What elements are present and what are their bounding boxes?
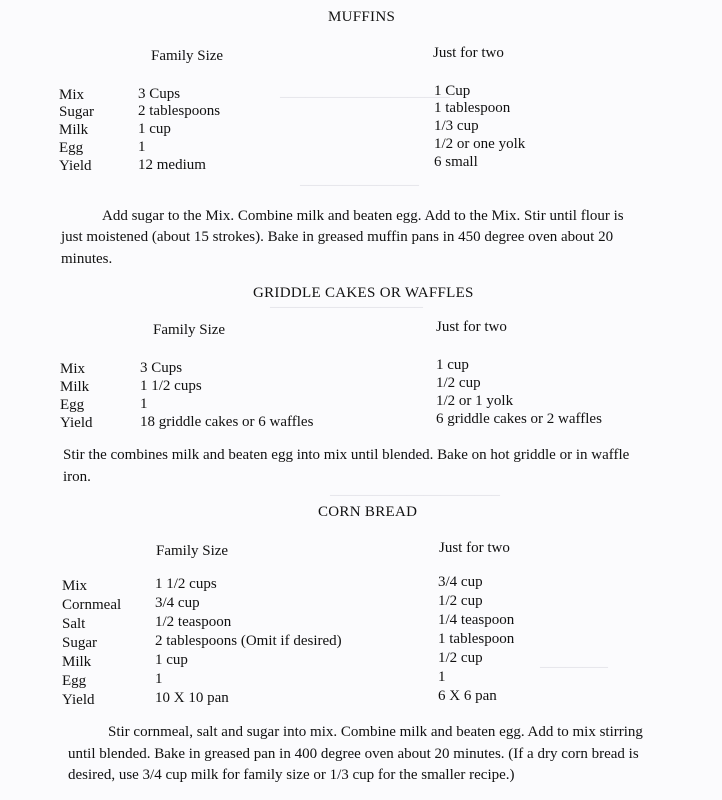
- cornbread-row-two: 1/2 cup: [438, 593, 483, 609]
- muffins-instructions-line: minutes.: [61, 251, 113, 267]
- bleed-through-texture: ──────────────: [300, 178, 420, 192]
- griddle-row-label: Mix: [60, 361, 86, 377]
- muffins-row-two: 1/3 cup: [434, 118, 479, 134]
- cornbread-row-label: Egg: [62, 673, 87, 689]
- griddle-row-two: 1/2 or 1 yolk: [436, 393, 514, 409]
- cornbread-row-label: Cornmeal: [62, 597, 122, 613]
- muffins-row-label: Milk: [59, 122, 89, 138]
- griddle-row-two: 1 cup: [436, 357, 469, 373]
- cornbread-row-two: 1: [438, 669, 446, 685]
- cornbread-row-family: 1/2 teaspoon: [155, 614, 232, 630]
- griddle-row-family: 1 1/2 cups: [140, 378, 202, 394]
- muffins-row-label: Egg: [59, 140, 84, 156]
- cornbread-row-two: 1/4 teaspoon: [438, 612, 515, 628]
- cornbread-title: CORN BREAD: [318, 504, 418, 520]
- bleed-through-texture: ──────────────────: [270, 300, 424, 314]
- griddle-row-label: Milk: [60, 379, 90, 395]
- griddle-instructions-line: Stir the combines milk and beaten egg into mix until blended. Bake on hot griddle or in waffle: [63, 447, 630, 463]
- cornbread-col-family: Family Size: [156, 543, 229, 559]
- muffins-row-label: Sugar: [59, 104, 94, 120]
- muffins-col-family: Family Size: [151, 48, 224, 64]
- cornbread-row-label: Salt: [62, 616, 86, 632]
- muffins-row-family: 2 tablespoons: [138, 103, 221, 119]
- griddle-instructions-line: iron.: [63, 469, 91, 485]
- cornbread-instructions-line: Stir cornmeal, salt and sugar into mix. Combine milk and beaten egg. Add to mix stirring: [108, 724, 643, 740]
- griddle-row-two: 1/2 cup: [436, 375, 481, 391]
- bleed-through-texture: ────────────────────: [330, 488, 501, 502]
- muffins-row-two: 1 Cup: [434, 83, 471, 99]
- muffins-row-two: 1/2 or one yolk: [434, 136, 526, 152]
- griddle-row-family: 18 griddle cakes or 6 waffles: [140, 414, 314, 430]
- bleed-through-texture: ────────────────────: [280, 90, 451, 104]
- muffins-row-family: 1: [138, 139, 146, 155]
- muffins-row-family: 3 Cups: [138, 86, 181, 102]
- cornbread-row-family: 1 1/2 cups: [155, 576, 217, 592]
- cornbread-col-two: Just for two: [439, 540, 510, 556]
- cornbread-row-two: 6 X 6 pan: [438, 688, 497, 704]
- griddle-title: GRIDDLE CAKES OR WAFFLES: [253, 285, 474, 301]
- cornbread-instructions-line: desired, use 3/4 cup milk for family size or 1/3 cup for the smaller recipe.): [68, 767, 515, 783]
- muffins-row-two: 1 tablespoon: [434, 100, 511, 116]
- cornbread-row-two: 3/4 cup: [438, 574, 483, 590]
- muffins-row-label: Mix: [59, 87, 85, 103]
- griddle-row-family: 3 Cups: [140, 360, 183, 376]
- cornbread-row-family: 2 tablespoons (Omit if desired): [155, 633, 342, 649]
- griddle-col-two: Just for two: [436, 319, 507, 335]
- griddle-col-family: Family Size: [153, 322, 226, 338]
- griddle-row-label: Yield: [60, 415, 93, 431]
- cornbread-row-family: 1 cup: [155, 652, 188, 668]
- cornbread-row-family: 10 X 10 pan: [155, 690, 229, 706]
- muffins-title: MUFFINS: [328, 9, 396, 25]
- muffins-col-two: Just for two: [433, 45, 504, 61]
- cornbread-row-two: 1/2 cup: [438, 650, 483, 666]
- muffins-instructions-line: just moistened (about 15 strokes). Bake in greased muffin pans in 450 degree oven about 20: [61, 229, 614, 245]
- griddle-row-family: 1: [140, 396, 148, 412]
- griddle-row-two: 6 griddle cakes or 2 waffles: [436, 411, 602, 427]
- cornbread-row-label: Mix: [62, 578, 88, 594]
- cornbread-instructions-line: until blended. Bake in greased pan in 400 degree oven about 20 minutes. (If a dry corn bread is: [68, 746, 639, 762]
- cornbread-row-label: Sugar: [62, 635, 97, 651]
- cornbread-row-label: Milk: [62, 654, 92, 670]
- bleed-through-texture: ────────: [540, 660, 609, 674]
- muffins-row-family: 12 medium: [138, 157, 206, 173]
- cornbread-row-two: 1 tablespoon: [438, 631, 515, 647]
- muffins-instructions-line: Add sugar to the Mix. Combine milk and beaten egg. Add to the Mix. Stir until flour is: [102, 208, 624, 224]
- cornbread-row-family: 3/4 cup: [155, 595, 200, 611]
- muffins-row-family: 1 cup: [138, 121, 171, 137]
- griddle-row-label: Egg: [60, 397, 85, 413]
- muffins-row-label: Yield: [59, 158, 92, 174]
- muffins-row-two: 6 small: [434, 154, 478, 170]
- cornbread-row-family: 1: [155, 671, 163, 687]
- cornbread-row-label: Yield: [62, 692, 95, 708]
